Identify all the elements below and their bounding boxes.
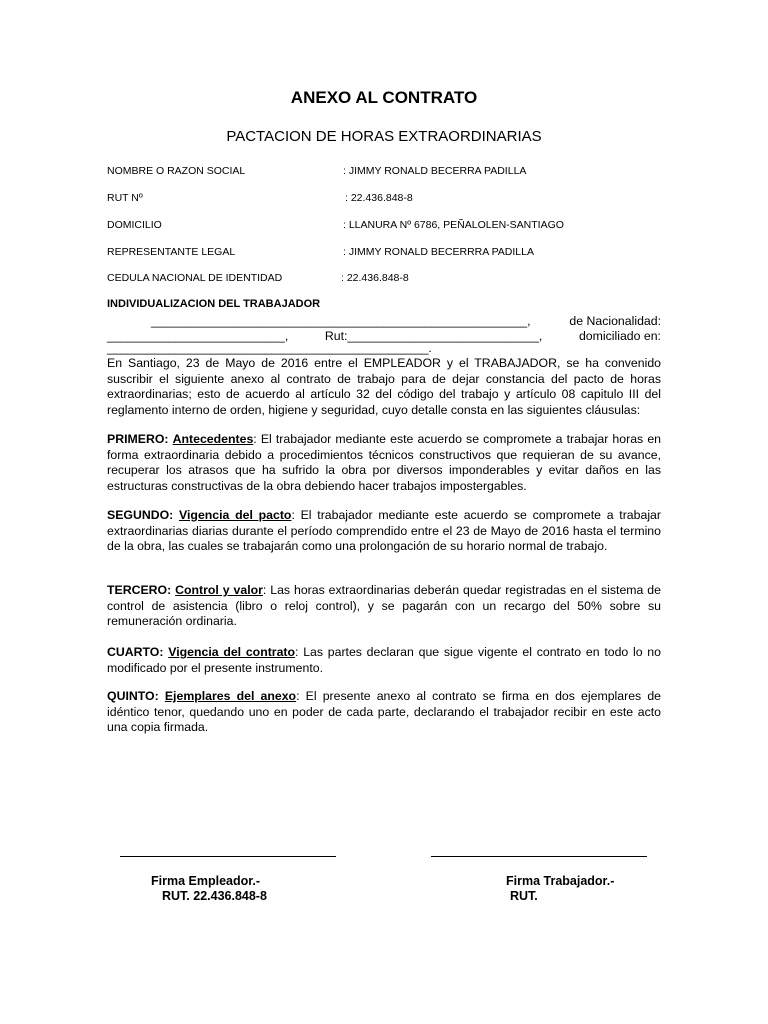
nationality-label: de Nacionalidad: [569,314,661,328]
field-row-cedula [107,272,667,286]
clause-ordinal: TERCERO: [107,583,172,597]
clause-text: : Las horas extraordinarias deberán quedar registradas en el sistema de control de asistencia (libro o reloj control), y se pagarán con un recargo del 50% sobre su remuneración ordinaria. [107,583,661,628]
field-value: : JIMMY RONALD BECERRRA PADILLA [343,246,534,258]
field-value: : LLANURA Nº 6786, PEÑALOLEN-SANTIAGO [343,219,564,231]
clause-quinto [107,689,661,736]
clause-heading: Vigencia del pacto [179,508,292,522]
field-row-rut [107,192,667,206]
clause-heading: Control y valor [175,583,263,597]
document-title: ANEXO AL CONTRATO [290,88,478,107]
clause-text: : El trabajador mediante este acuerdo se compromete a trabajar horas en forma extraordinaria debido a procedimientos técnicos constructivos que requieran de su avance, recuperar los atrasos que ha sufrido la obra por diversos imponderables y evitar daños en las estructuras constructivas de la obra debiendo hacer trabajos impostergables. [107,432,662,493]
field-row-representante [107,246,667,260]
clause-tercero [107,583,661,630]
field-row-domicilio [107,219,667,233]
field-label: DOMICILIO [107,219,162,231]
clause-text: : El presente anexo al contrato se firma en dos ejemplares de idéntico tenor, quedando uno en poder de cada parte, declarando el trabajador recibir en este acto una copia firmada. [107,689,662,734]
document-subtitle: PACTACION DE HORAS EXTRAORDINARIAS [226,128,542,145]
field-value: : 22.436.848-8 [341,272,409,284]
nationality-blank: __________________________, [107,329,289,343]
worker-signature-line [431,844,647,857]
worker-section-heading: INDIVIDUALIZACION DEL TRABAJADOR [107,298,321,310]
clause-text: : Las partes declaran que sigue vigente el contrato en todo lo no modificado por el presente instrumento. [107,645,661,675]
field-value: : JIMMY RONALD BECERRA PADILLA [343,165,527,177]
worker-signature-label: Firma Trabajador.- [506,874,615,888]
employer-signature-line [120,844,336,857]
clause-heading: Ejemplares del anexo [164,689,297,703]
employer-rut: RUT. 22.436.848-8 [162,889,267,903]
rut-blank: Rut:____________________________, [324,329,543,343]
clause-text: : El trabajador mediante este acuerdo se compromete a trabajar extraordinarias diarias durante el período comprendido entre el 23 de Mayo de 2016 hasta el termino de la obra, las cuales se trabajarán como una prolongación de su horario normal de trabajo. [107,508,661,553]
worker-rut: RUT. [510,889,538,903]
clause-cuarto [107,645,661,676]
worker-name-blank: _______________________________________________________, [151,314,531,328]
worker-line-3 [107,341,661,357]
clause-ordinal: PRIMERO: [107,432,169,446]
field-label: NOMBRE O RAZON SOCIAL [107,165,246,177]
field-label: RUT Nº [107,192,143,204]
clause-segundo [107,508,661,555]
clause-ordinal: SEGUNDO: [107,508,174,522]
field-value: : 22.436.848-8 [345,192,413,204]
clause-ordinal: CUARTO: [107,645,164,659]
intro-paragraph: En Santiago, 23 de Mayo de 2016 entre el EMPLEADOR y el TRABAJADOR, se ha convenido suscribir el siguiente anexo al contrato de trabajo para de dejar constancia del pacto de horas extraordinarias; esto de acuerdo al artículo 32 del código del trabajo y artículo 08 capitulo III del reglamento interno de orden, higiene y seguridad, cuyo detalle consta en las siguientes cláusulas: [107,356,661,417]
field-label: REPRESENTANTE LEGAL [107,246,236,258]
clause-ordinal: QUINTO: [107,689,159,703]
field-label: CEDULA NACIONAL DE IDENTIDAD [107,272,283,284]
clause-heading: Antecedentes [172,432,254,446]
employer-signature-label: Firma Empleador.- [151,874,261,888]
clause-heading: Vigencia del contrato [168,645,296,659]
worker-line-1 [107,314,661,330]
field-row-razon-social [107,165,667,179]
domicile-label: domiciliado en: [578,329,661,343]
domicile-blank: _______________________________________________. [107,341,432,355]
clause-primero [107,432,661,494]
